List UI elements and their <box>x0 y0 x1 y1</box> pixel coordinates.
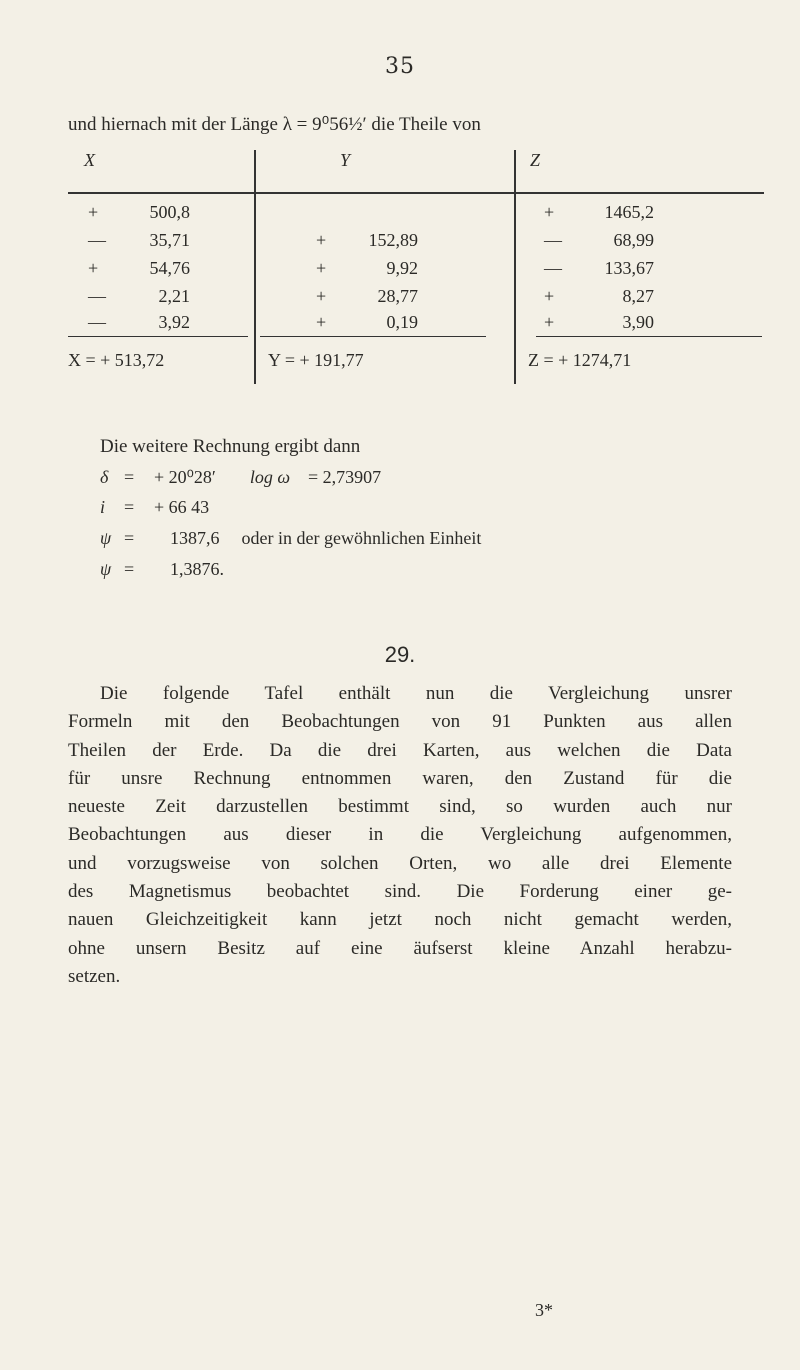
table-cell-x: — 35,71 <box>88 230 190 250</box>
sum-rule-y <box>260 336 486 337</box>
body-line: Theilen der Erde. Da die drei Karten, aus welchen die Data <box>68 739 732 761</box>
header-x: X <box>84 150 95 170</box>
sum-rule-z <box>536 336 762 337</box>
result-psi-1: ψ = 1387,6 oder in der gewöhnlichen Einheit <box>100 528 482 548</box>
section-number: 29. <box>384 642 416 667</box>
result-psi-2: ψ = 1,3876. <box>100 559 224 579</box>
table-cell-z: + 8,27 <box>544 286 654 306</box>
table-cell-y: + 0,19 <box>316 312 418 332</box>
body-line: neueste Zeit darzustellen bestimmt sind, so wurden auch nur <box>68 796 732 818</box>
table-cell-z: + 3,90 <box>544 312 654 332</box>
page-number: 35 <box>385 54 415 79</box>
header-z: Z <box>530 150 541 170</box>
table-cell-x: — 3,92 <box>88 312 190 332</box>
header-rule <box>68 192 764 194</box>
body-line: setzen. <box>68 965 121 987</box>
signature-mark: 3* <box>535 1300 553 1320</box>
results-lead: Die weitere Rechnung ergibt dann <box>100 436 361 457</box>
body-line: Formeln mit den Beobachtungen von 91 Punkten aus allen <box>68 711 732 733</box>
component-table <box>68 150 764 390</box>
table-cell-z: — 133,67 <box>544 258 654 278</box>
total-y: Y = + 191,77 <box>268 350 364 370</box>
body-paragraph <box>68 680 732 991</box>
body-line: und vorzugsweise von solchen Orten, wo alle drei Elemente <box>68 852 732 874</box>
table-cell-z: — 68,99 <box>544 230 654 250</box>
body-line: für unsre Rechnung entnommen waren, den Zustand für die <box>68 767 732 789</box>
table-cell-y: + 152,89 <box>316 230 418 250</box>
column-divider <box>514 150 516 384</box>
table-cell-y: + 9,92 <box>316 258 418 278</box>
table-cell-x: + 500,8 <box>88 202 190 222</box>
body-line: Beobachtungen aus dieser in die Vergleichung aufgenommen, <box>68 824 732 846</box>
intro-line: und hiernach mit der Länge λ = 9⁰56½′ die Theile von <box>68 114 481 135</box>
body-line: nauen Gleichzeitigkeit kann jetzt noch nicht gemacht werden, <box>68 909 732 931</box>
table-cell-x: — 2,21 <box>88 286 190 306</box>
header-y: Y <box>340 150 351 170</box>
sum-rule-x <box>68 336 248 337</box>
result-delta: δ = + 20⁰28′ log ω = 2,73907 <box>100 467 382 487</box>
total-x: X = + 513,72 <box>68 350 165 370</box>
column-divider <box>254 150 256 384</box>
table-cell-y: + 28,77 <box>316 286 418 306</box>
body-line: ohne unsern Besitz auf eine äufserst kleine Anzahl herabzu- <box>68 937 732 959</box>
body-line: des Magnetismus beobachtet sind. Die Forderung einer ge- <box>68 881 732 903</box>
result-inclination: i = + 66 43 <box>100 497 210 517</box>
table-cell-z: + 1465,2 <box>544 202 654 222</box>
body-line: Die folgende Tafel enthält nun die Vergleichung unsrer <box>100 683 732 704</box>
total-z: Z = + 1274,71 <box>528 350 632 370</box>
table-cell-x: + 54,76 <box>88 258 190 278</box>
